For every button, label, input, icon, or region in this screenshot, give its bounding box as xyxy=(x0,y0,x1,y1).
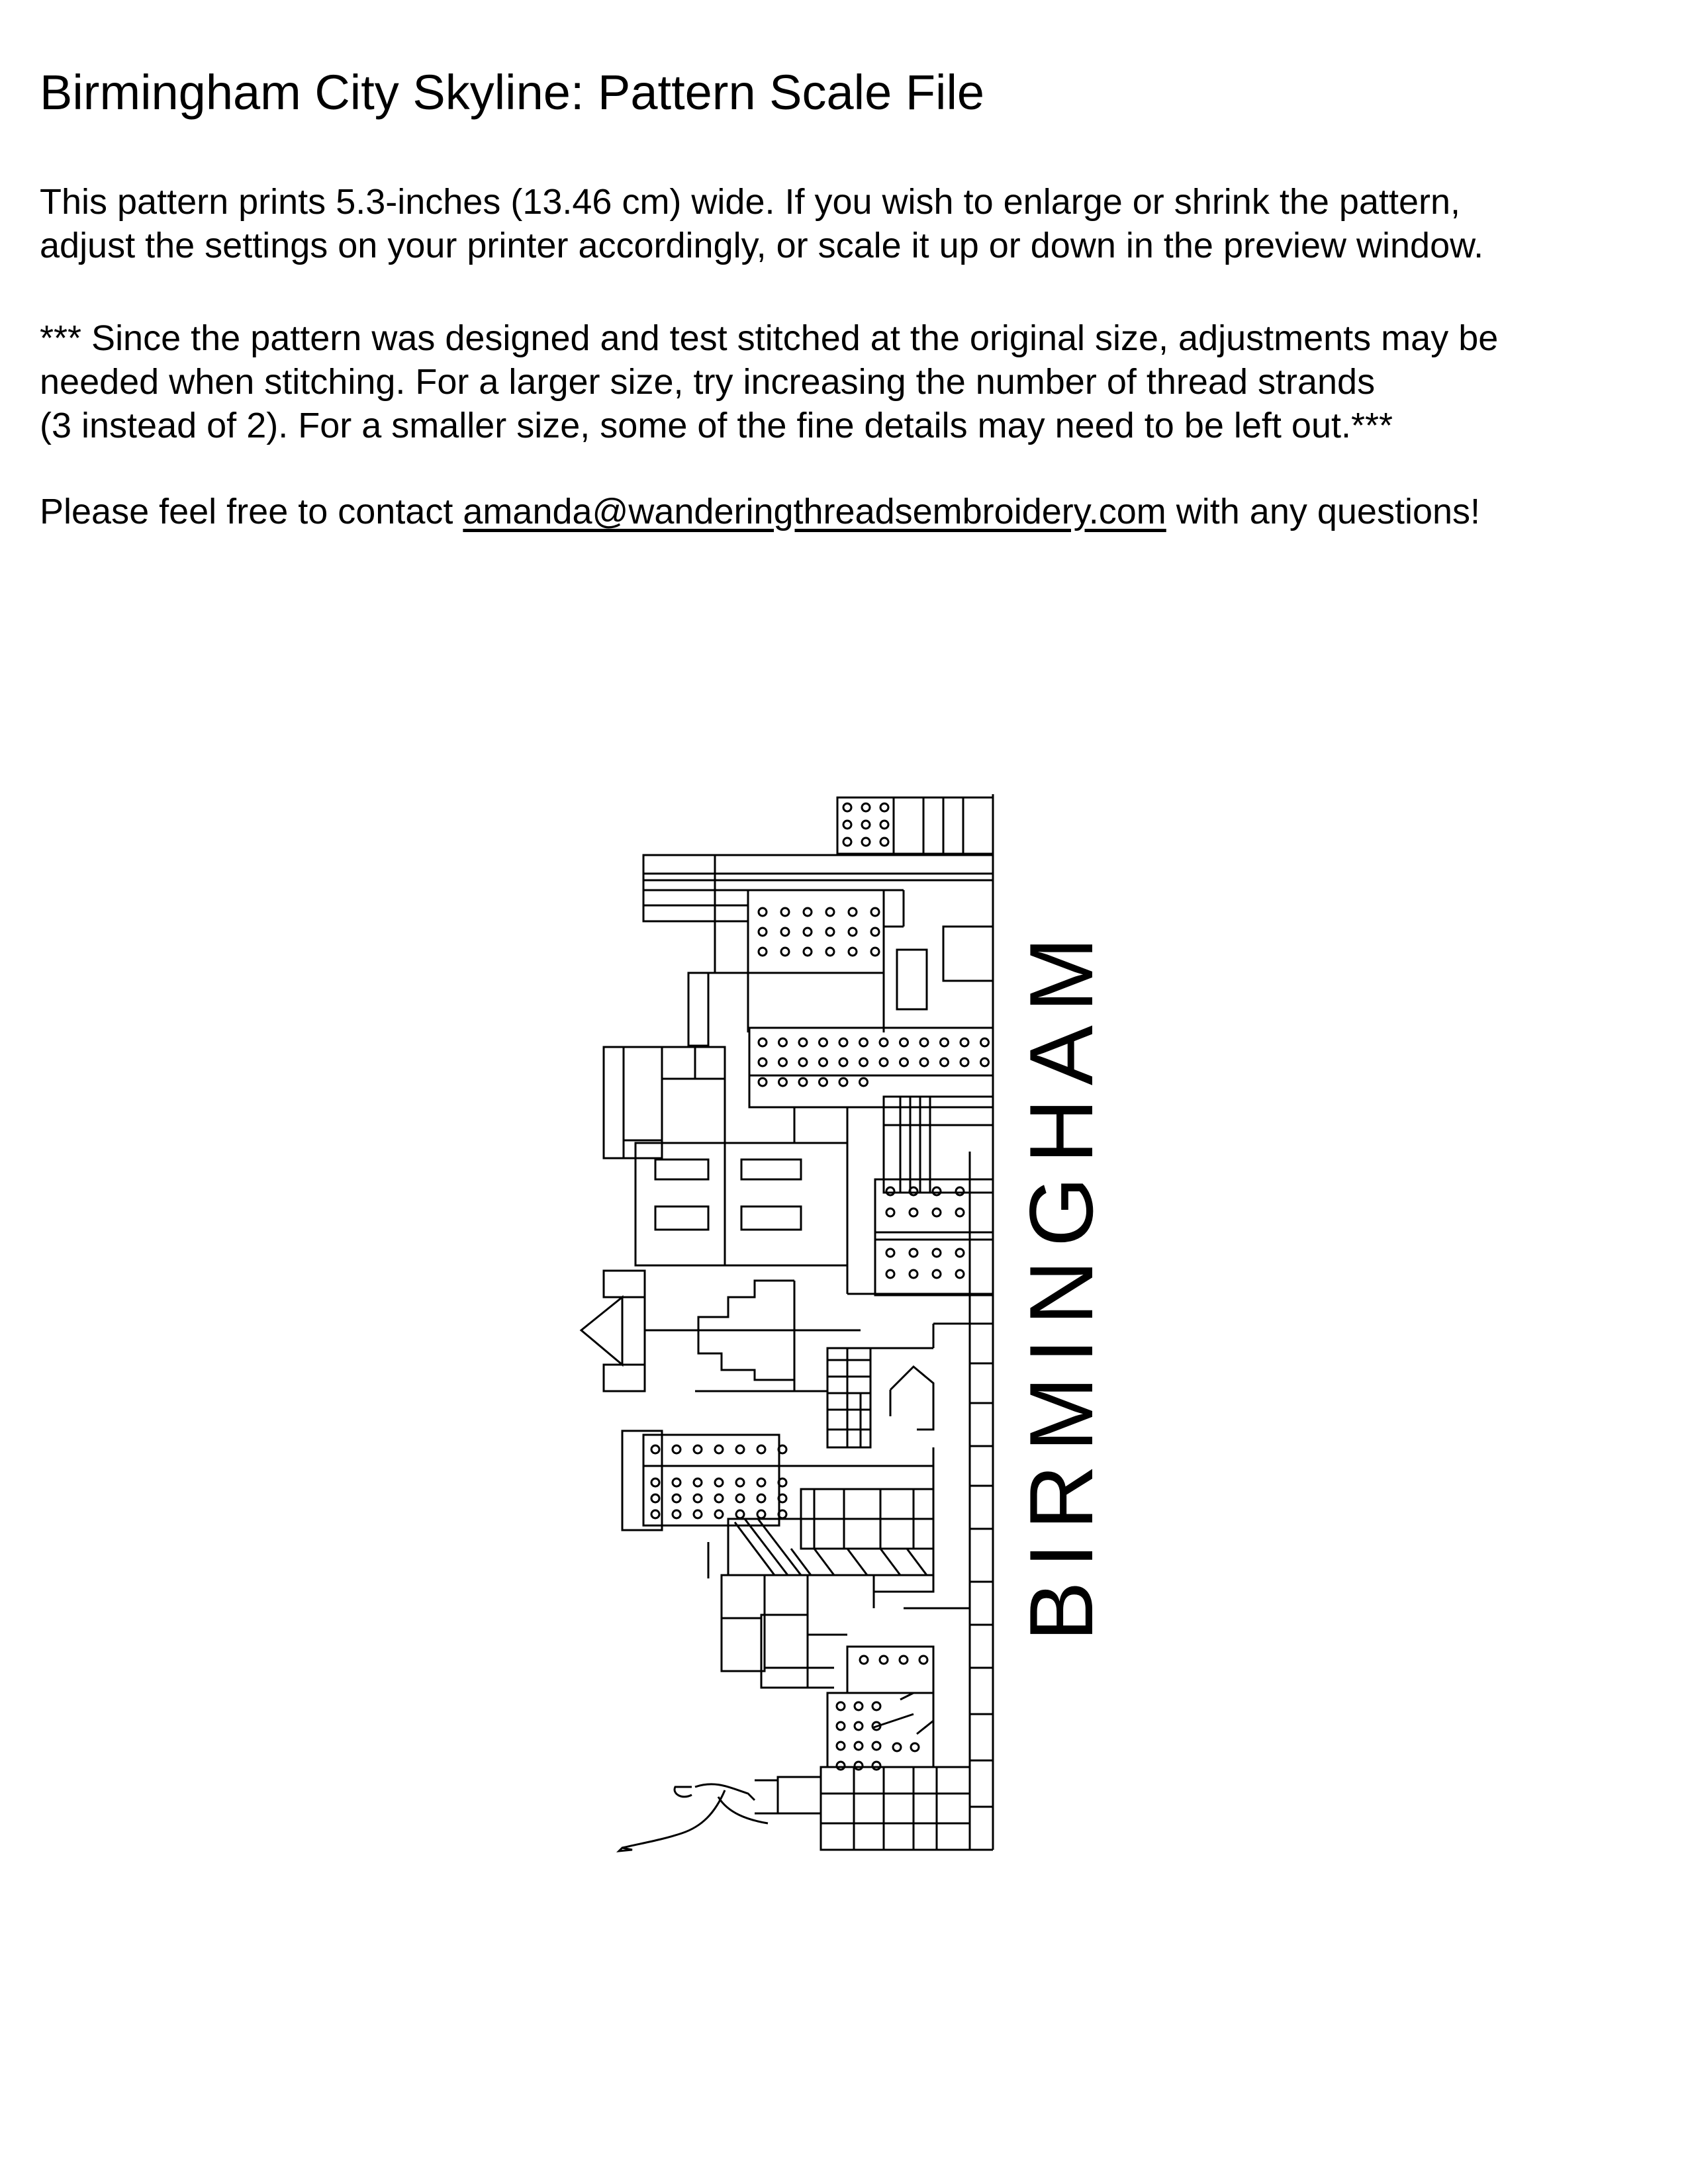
window-dot xyxy=(820,1078,827,1086)
window-dot xyxy=(759,908,767,916)
window-dot xyxy=(799,1038,807,1046)
window-dot xyxy=(933,1208,941,1216)
window-dot xyxy=(757,1479,765,1486)
window-dot xyxy=(694,1494,702,1502)
window-dot xyxy=(871,908,879,916)
window-dot xyxy=(839,1038,847,1046)
window-dot xyxy=(715,1479,723,1486)
paragraph-line: adjust the settings on your printer accordingly, or scale it up or down in the preview window. xyxy=(40,226,1484,265)
window-dot xyxy=(673,1510,680,1518)
window-dot xyxy=(757,1494,765,1502)
contact-prefix: Please feel free to contact xyxy=(40,492,463,531)
window-dot xyxy=(860,1656,868,1664)
window-dot xyxy=(871,928,879,936)
window-dot xyxy=(820,1058,827,1066)
window-dot xyxy=(886,1208,894,1216)
window-dot xyxy=(799,1078,807,1086)
window-dot xyxy=(860,1058,868,1066)
window-dot xyxy=(880,1656,888,1664)
window-dot xyxy=(880,1058,888,1066)
window-dot xyxy=(736,1479,744,1486)
window-dot xyxy=(779,1058,787,1066)
window-dot xyxy=(910,1270,917,1278)
window-dot xyxy=(804,928,812,936)
contact-email-link[interactable]: amanda@wanderingthreadsembroidery.com xyxy=(463,492,1166,531)
window-dot xyxy=(880,1038,888,1046)
window-dot xyxy=(862,838,870,846)
window-dot xyxy=(804,948,812,956)
window-dot xyxy=(872,1702,880,1710)
window-dot xyxy=(956,1270,964,1278)
window-dot xyxy=(900,1656,908,1664)
window-dot xyxy=(880,821,888,829)
window-dot xyxy=(759,1058,767,1066)
window-dot xyxy=(843,838,851,846)
window-dot xyxy=(651,1510,659,1518)
window-dot xyxy=(860,1078,868,1086)
window-dot xyxy=(941,1038,949,1046)
page-title: Birmingham City Skyline: Pattern Scale File xyxy=(40,65,985,120)
window-dot xyxy=(837,1702,845,1710)
window-dot xyxy=(981,1058,989,1066)
window-dot xyxy=(886,1270,894,1278)
window-dot xyxy=(759,948,767,956)
window-dot xyxy=(804,908,812,916)
window-dot xyxy=(673,1479,680,1486)
window-dot xyxy=(920,1058,928,1066)
window-dot xyxy=(715,1445,723,1453)
window-dot xyxy=(956,1249,964,1257)
window-dot xyxy=(961,1038,968,1046)
window-dot xyxy=(779,1078,787,1086)
window-dot xyxy=(910,1208,917,1216)
window-dot xyxy=(837,1722,845,1730)
window-dot xyxy=(910,1249,917,1257)
window-dot xyxy=(715,1510,723,1518)
window-dot xyxy=(956,1187,964,1195)
window-dot xyxy=(757,1510,765,1518)
window-dot xyxy=(933,1270,941,1278)
window-dot xyxy=(933,1249,941,1257)
window-dot xyxy=(956,1208,964,1216)
window-dot xyxy=(837,1742,845,1750)
right-edge-ticks xyxy=(970,1324,993,1807)
window-dot xyxy=(886,1249,894,1257)
window-dot xyxy=(759,1038,767,1046)
window-dot xyxy=(871,948,879,956)
window-dot xyxy=(736,1494,744,1502)
window-dot xyxy=(759,928,767,936)
window-dot xyxy=(820,1038,827,1046)
window-dot xyxy=(862,821,870,829)
window-dot xyxy=(862,803,870,811)
window-dot xyxy=(736,1510,744,1518)
paragraph-line: needed when stitching. For a larger size, try increasing the number of thread strands xyxy=(40,362,1376,402)
window-dots xyxy=(651,803,989,1770)
window-dot xyxy=(673,1445,680,1453)
window-dot xyxy=(855,1762,863,1770)
paragraph-line: *** Since the pattern was designed and test stitched at the original size, adjustments may be xyxy=(40,318,1499,358)
contact-suffix: with any questions! xyxy=(1166,492,1481,531)
window-dot xyxy=(880,803,888,811)
window-dot xyxy=(855,1742,863,1750)
window-dot xyxy=(673,1494,680,1502)
window-dot xyxy=(849,908,857,916)
window-dot xyxy=(849,928,857,936)
window-dot xyxy=(781,908,789,916)
window-dot xyxy=(759,1078,767,1086)
window-dot xyxy=(855,1722,863,1730)
window-dot xyxy=(781,928,789,936)
window-dot xyxy=(919,1656,927,1664)
window-dot xyxy=(872,1742,880,1750)
paragraph-line: This pattern prints 5.3-inches (13.46 cm) wide. If you wish to enlarge or shrink the pattern, xyxy=(40,182,1461,222)
window-dot xyxy=(837,1762,845,1770)
window-dot xyxy=(651,1494,659,1502)
window-dot xyxy=(900,1058,908,1066)
window-dot xyxy=(843,803,851,811)
window-dot xyxy=(941,1058,949,1066)
window-dot xyxy=(715,1494,723,1502)
window-dot xyxy=(826,908,834,916)
window-dot xyxy=(880,838,888,846)
window-dot xyxy=(651,1479,659,1486)
window-dot xyxy=(799,1058,807,1066)
window-dot xyxy=(839,1078,847,1086)
window-dot xyxy=(781,948,789,956)
paragraph-line: (3 instead of 2). For a smaller size, some of the fine details may need to be left out.*** xyxy=(40,406,1393,445)
window-dot xyxy=(920,1038,928,1046)
window-dot xyxy=(933,1187,941,1195)
window-dot xyxy=(855,1702,863,1710)
window-dot xyxy=(779,1038,787,1046)
city-label: BIRMINGHAM xyxy=(1011,924,1111,1641)
window-dot xyxy=(961,1058,968,1066)
window-dot xyxy=(736,1445,744,1453)
window-dot xyxy=(757,1445,765,1453)
window-dot xyxy=(826,948,834,956)
window-dot xyxy=(694,1479,702,1486)
window-dot xyxy=(981,1038,989,1046)
window-dot xyxy=(893,1743,901,1751)
skyline-line-art xyxy=(581,794,993,1851)
window-dot xyxy=(900,1038,908,1046)
window-dot xyxy=(860,1038,868,1046)
window-dot xyxy=(651,1445,659,1453)
window-dot xyxy=(872,1762,880,1770)
window-dot xyxy=(843,821,851,829)
window-dot xyxy=(839,1058,847,1066)
window-dot xyxy=(849,948,857,956)
window-dot xyxy=(694,1445,702,1453)
window-dot xyxy=(886,1187,894,1195)
window-dot xyxy=(911,1743,919,1751)
window-dot xyxy=(826,928,834,936)
window-dot xyxy=(694,1510,702,1518)
